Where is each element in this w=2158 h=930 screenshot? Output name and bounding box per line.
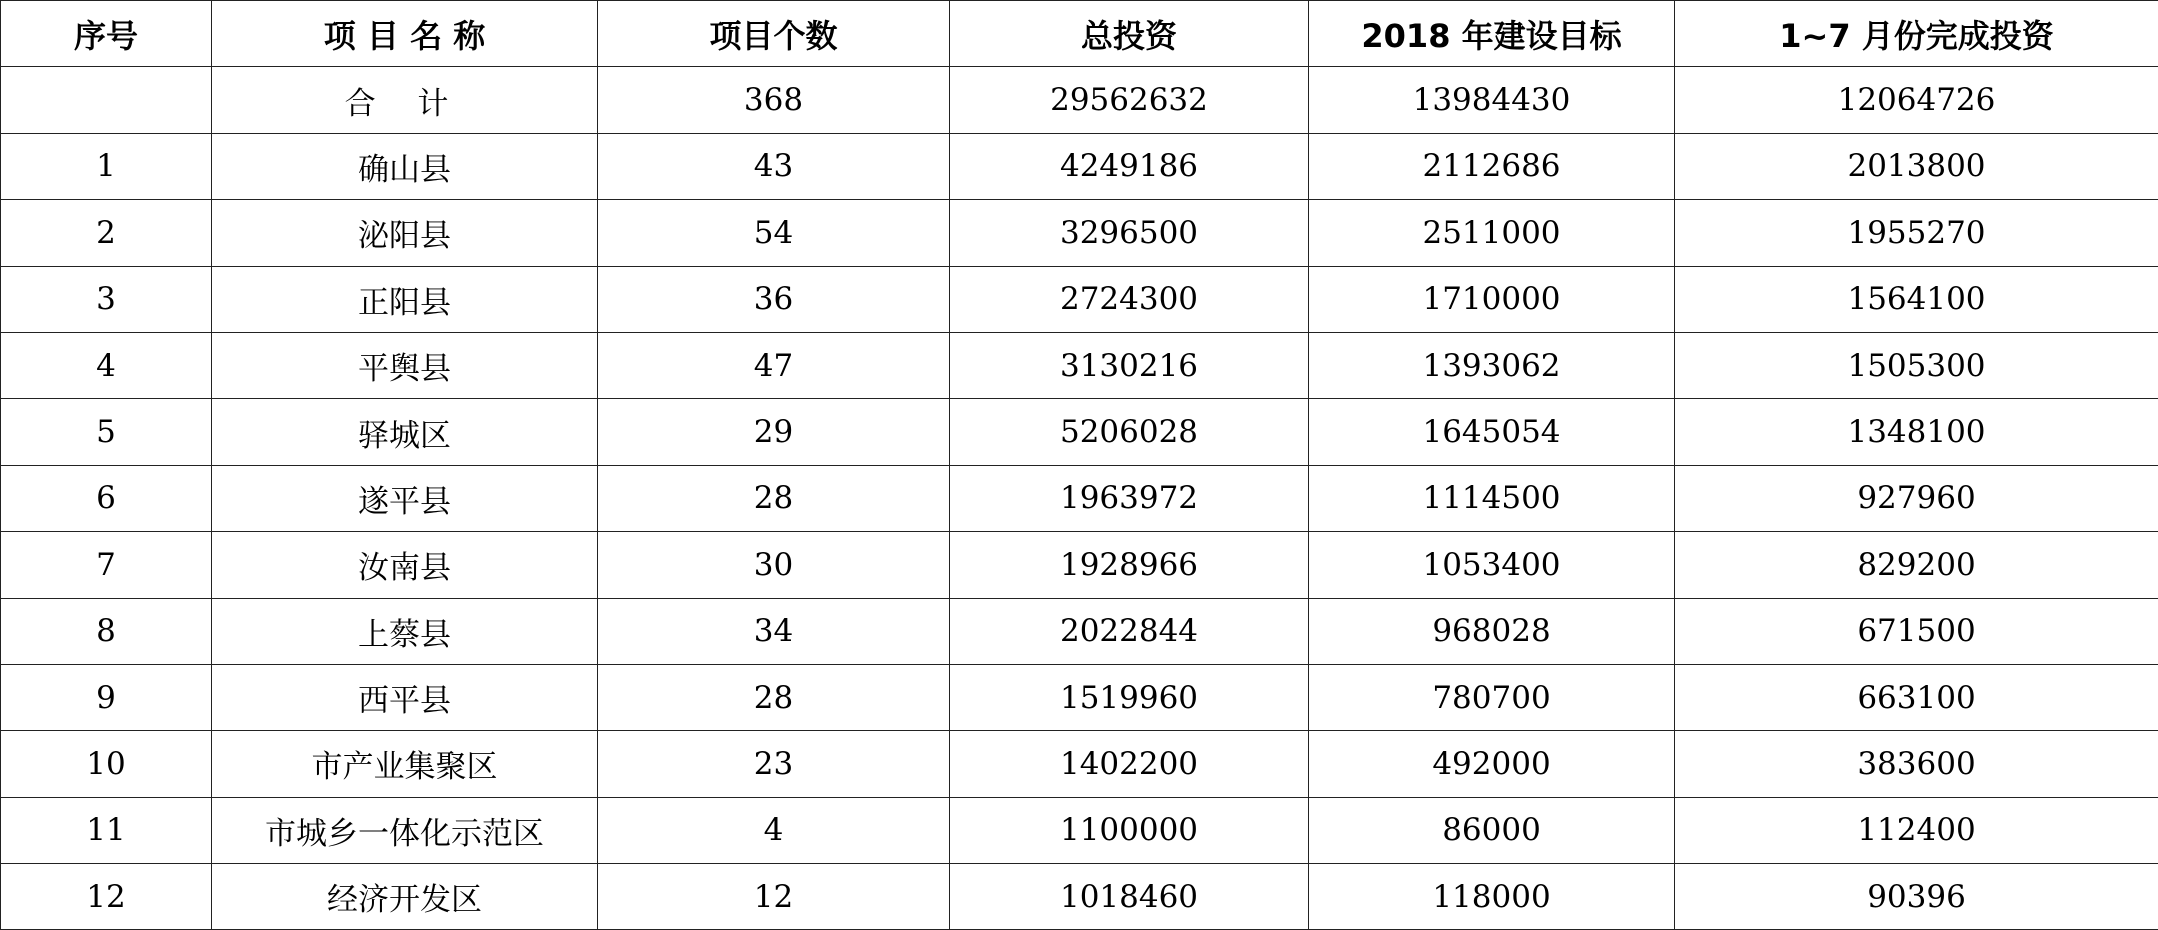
cell-2018-target: 1053400 bbox=[1309, 532, 1675, 598]
cell-jan-jul-investment: 927960 bbox=[1675, 465, 2158, 531]
table-row bbox=[1, 465, 2158, 531]
total-total-investment: 29562632 bbox=[950, 67, 1309, 133]
cell-jan-jul-investment: 1505300 bbox=[1675, 332, 2158, 398]
cell-index: 7 bbox=[1, 532, 212, 598]
cell-project-name: 市城乡一体化示范区 bbox=[212, 797, 598, 863]
cell-2018-target: 1710000 bbox=[1309, 266, 1675, 332]
cell-jan-jul-investment: 90396 bbox=[1675, 864, 2158, 930]
cell-2018-target: 2112686 bbox=[1309, 133, 1675, 199]
header-row bbox=[1, 1, 2158, 67]
header-2018-target: 2018 年建设目标 bbox=[1309, 1, 1675, 67]
cell-project-name: 西平县 bbox=[212, 664, 598, 730]
total-label: 合 计 bbox=[212, 67, 598, 133]
cell-2018-target: 1114500 bbox=[1309, 465, 1675, 531]
cell-project-name: 正阳县 bbox=[212, 266, 598, 332]
cell-jan-jul-investment: 1348100 bbox=[1675, 399, 2158, 465]
table-row bbox=[1, 133, 2158, 199]
cell-jan-jul-investment: 663100 bbox=[1675, 664, 2158, 730]
cell-total-investment: 1928966 bbox=[950, 532, 1309, 598]
total-2018-target: 13984430 bbox=[1309, 67, 1675, 133]
total-count: 368 bbox=[598, 67, 950, 133]
header-total-investment: 总投资 bbox=[950, 1, 1309, 67]
cell-total-investment: 5206028 bbox=[950, 399, 1309, 465]
cell-jan-jul-investment: 2013800 bbox=[1675, 133, 2158, 199]
cell-2018-target: 118000 bbox=[1309, 864, 1675, 930]
cell-project-name: 确山县 bbox=[212, 133, 598, 199]
cell-project-count: 12 bbox=[598, 864, 950, 930]
total-index bbox=[1, 67, 212, 133]
cell-project-name: 遂平县 bbox=[212, 465, 598, 531]
cell-project-count: 4 bbox=[598, 797, 950, 863]
cell-total-investment: 1402200 bbox=[950, 731, 1309, 797]
cell-index: 10 bbox=[1, 731, 212, 797]
cell-jan-jul-investment: 1564100 bbox=[1675, 266, 2158, 332]
cell-total-investment: 4249186 bbox=[950, 133, 1309, 199]
cell-index: 1 bbox=[1, 133, 212, 199]
table-row bbox=[1, 532, 2158, 598]
table-body bbox=[1, 67, 2158, 930]
cell-2018-target: 780700 bbox=[1309, 664, 1675, 730]
cell-project-name: 汝南县 bbox=[212, 532, 598, 598]
table-header bbox=[1, 1, 2158, 67]
cell-project-name: 上蔡县 bbox=[212, 598, 598, 664]
table-row bbox=[1, 200, 2158, 266]
total-jan-jul-investment: 12064726 bbox=[1675, 67, 2158, 133]
cell-project-count: 29 bbox=[598, 399, 950, 465]
cell-jan-jul-investment: 383600 bbox=[1675, 731, 2158, 797]
cell-project-name: 驿城区 bbox=[212, 399, 598, 465]
cell-index: 6 bbox=[1, 465, 212, 531]
table-row bbox=[1, 731, 2158, 797]
table-row bbox=[1, 332, 2158, 398]
cell-jan-jul-investment: 1955270 bbox=[1675, 200, 2158, 266]
cell-total-investment: 3296500 bbox=[950, 200, 1309, 266]
cell-project-name: 平舆县 bbox=[212, 332, 598, 398]
cell-jan-jul-investment: 112400 bbox=[1675, 797, 2158, 863]
cell-project-count: 28 bbox=[598, 664, 950, 730]
cell-total-investment: 3130216 bbox=[950, 332, 1309, 398]
table-row bbox=[1, 266, 2158, 332]
cell-total-investment: 2724300 bbox=[950, 266, 1309, 332]
cell-project-count: 36 bbox=[598, 266, 950, 332]
cell-project-count: 47 bbox=[598, 332, 950, 398]
total-row bbox=[1, 67, 2158, 133]
cell-project-count: 30 bbox=[598, 532, 950, 598]
table-row bbox=[1, 864, 2158, 930]
header-project-count: 项目个数 bbox=[598, 1, 950, 67]
cell-project-count: 54 bbox=[598, 200, 950, 266]
cell-index: 3 bbox=[1, 266, 212, 332]
table-row bbox=[1, 664, 2158, 730]
cell-total-investment: 2022844 bbox=[950, 598, 1309, 664]
header-index: 序号 bbox=[1, 1, 212, 67]
cell-project-name: 泌阳县 bbox=[212, 200, 598, 266]
cell-project-count: 28 bbox=[598, 465, 950, 531]
cell-2018-target: 1645054 bbox=[1309, 399, 1675, 465]
cell-2018-target: 968028 bbox=[1309, 598, 1675, 664]
cell-2018-target: 492000 bbox=[1309, 731, 1675, 797]
cell-index: 9 bbox=[1, 664, 212, 730]
table-row bbox=[1, 399, 2158, 465]
cell-index: 12 bbox=[1, 864, 212, 930]
cell-total-investment: 1100000 bbox=[950, 797, 1309, 863]
table-row bbox=[1, 598, 2158, 664]
table-row bbox=[1, 797, 2158, 863]
cell-2018-target: 86000 bbox=[1309, 797, 1675, 863]
cell-project-count: 43 bbox=[598, 133, 950, 199]
header-project-name: 项 目 名 称 bbox=[212, 1, 598, 67]
cell-total-investment: 1018460 bbox=[950, 864, 1309, 930]
cell-jan-jul-investment: 671500 bbox=[1675, 598, 2158, 664]
cell-index: 5 bbox=[1, 399, 212, 465]
cell-2018-target: 1393062 bbox=[1309, 332, 1675, 398]
cell-2018-target: 2511000 bbox=[1309, 200, 1675, 266]
header-jan-jul-investment: 1~7 月份完成投资 bbox=[1675, 1, 2158, 67]
cell-total-investment: 1519960 bbox=[950, 664, 1309, 730]
cell-project-count: 23 bbox=[598, 731, 950, 797]
cell-index: 4 bbox=[1, 332, 212, 398]
cell-total-investment: 1963972 bbox=[950, 465, 1309, 531]
cell-index: 8 bbox=[1, 598, 212, 664]
cell-project-name: 市产业集聚区 bbox=[212, 731, 598, 797]
cell-jan-jul-investment: 829200 bbox=[1675, 532, 2158, 598]
cell-project-name: 经济开发区 bbox=[212, 864, 598, 930]
cell-index: 11 bbox=[1, 797, 212, 863]
cell-index: 2 bbox=[1, 200, 212, 266]
cell-project-count: 34 bbox=[598, 598, 950, 664]
